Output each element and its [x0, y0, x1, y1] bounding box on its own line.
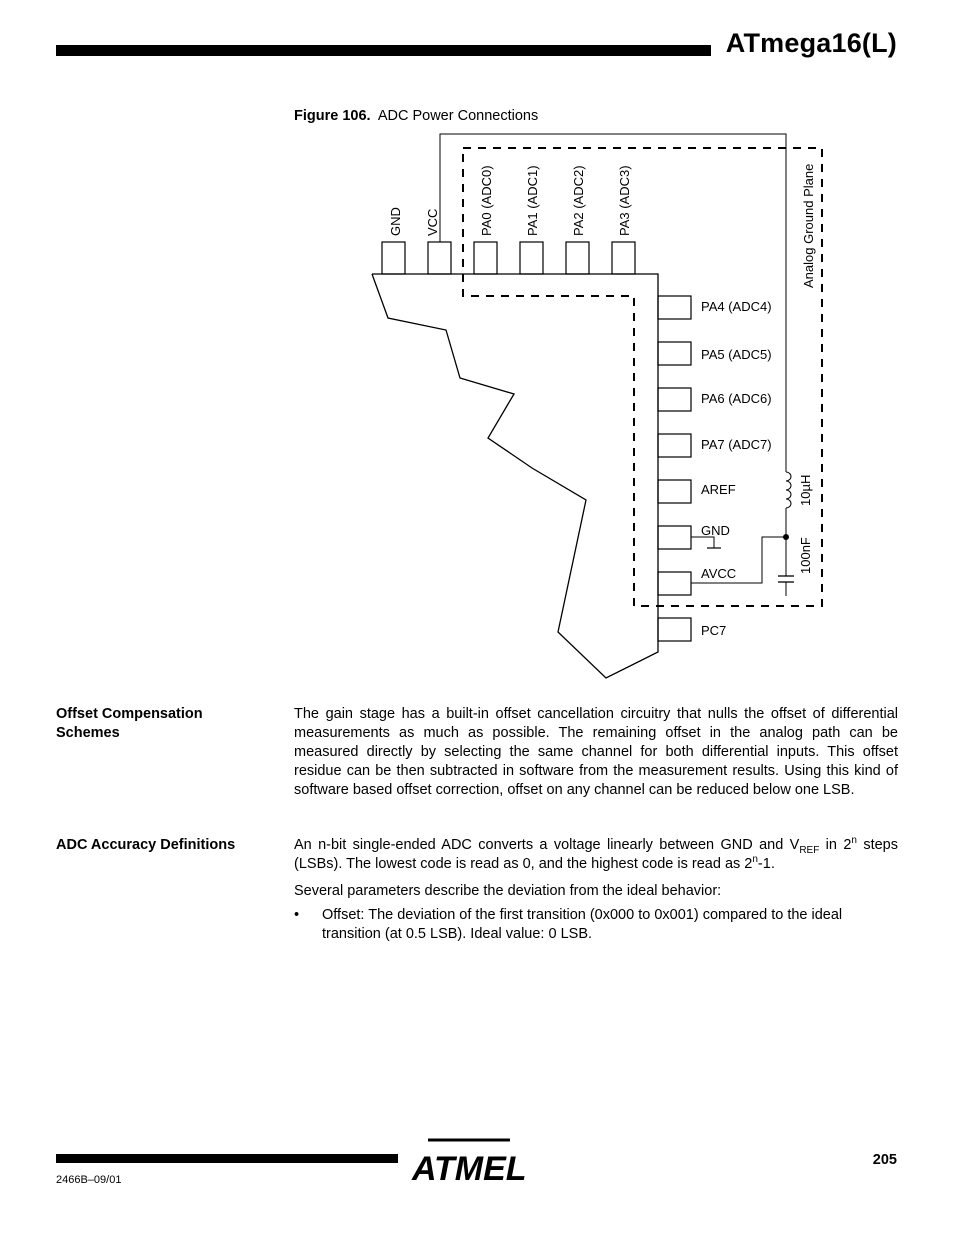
superscript-n: n — [752, 854, 758, 866]
pin-label-gnd-top: GND — [388, 207, 403, 236]
atmel-logo-text: ATMEL — [412, 1150, 527, 1188]
footer-rule — [56, 1154, 398, 1163]
text-run: in 2 — [819, 837, 852, 853]
pin-label-pa3: PA3 (ADC3) — [617, 165, 632, 236]
pin-label-pa6: PA6 (ADC6) — [701, 391, 772, 406]
analog-ground-plane-label: Analog Ground Plane — [801, 163, 816, 288]
atmel-logo — [410, 1136, 527, 1188]
pin-label-pa2: PA2 (ADC2) — [571, 165, 586, 236]
figure-title: ADC Power Connections — [377, 108, 539, 124]
paragraph-parameters-intro: Several parameters describe the deviation from the ideal behavior: — [294, 883, 722, 899]
pin-label-pa7: PA7 (ADC7) — [701, 437, 772, 452]
inductor-label: 10µH — [798, 474, 813, 506]
inductor-symbol — [786, 472, 791, 508]
pin-label-pc7: PC7 — [701, 623, 727, 638]
capacitor-label: 100nF — [798, 537, 813, 574]
text-run: steps (LSBs). The lowest code is read as 0, and the highest code is read as 2 — [294, 837, 898, 872]
superscript-n: n — [851, 835, 857, 847]
pin-label-avcc: AVCC — [701, 566, 737, 581]
bullet-marker: • — [294, 907, 300, 923]
pin-label-aref: AREF — [701, 482, 736, 497]
paragraph-offset-compensation: The gain stage has a built-in offset cancellation circuitry that nulls the offset of differential measurements as much as possible. The remaining offset in the analog path can be measured directly by selecting the same channel for both differential inputs. This offset residue can be then subtracted in software from the measurement results. Using this kind of software based offset correction, offset on any channel can be reduced below one LSB. — [294, 706, 898, 798]
top-pin-boxes — [382, 242, 635, 274]
side-pin-boxes — [658, 296, 691, 641]
document-title: ATmega16(L) — [725, 28, 897, 58]
document-code: 2466B–09/01 — [56, 1174, 122, 1186]
pin-label-gnd-side: GND — [701, 523, 730, 538]
text-run: An n-bit single-ended ADC converts a voltage linearly between GND and V — [294, 837, 800, 853]
bullet-offset-definition: Offset: The deviation of the first transition (0x000 to 0x001) compared to the ideal transition (at 0.5 LSB). Ideal value: 0 LSB. — [322, 907, 843, 942]
gnd-pin-wire — [691, 537, 714, 548]
page-number: 205 — [872, 1152, 897, 1168]
pin-label-vcc: VCC — [425, 208, 440, 236]
paragraph-adc-definition — [294, 836, 898, 874]
section-heading-adc-accuracy: ADC Accuracy Definitions — [56, 837, 236, 853]
figure-number: Figure 106. — [294, 108, 371, 124]
text-run: -1. — [757, 856, 775, 872]
subscript-ref: REF — [799, 844, 820, 856]
pin-label-pa1: PA1 (ADC1) — [525, 165, 540, 236]
pin-label-pa5: PA5 (ADC5) — [701, 347, 772, 362]
pin-label-pa4: PA4 (ADC4) — [701, 299, 772, 314]
chip-outline — [372, 274, 658, 678]
section-heading-offset-compensation: Offset Compensation Schemes — [56, 706, 203, 741]
pin-label-pa0: PA0 (ADC0) — [479, 165, 494, 236]
